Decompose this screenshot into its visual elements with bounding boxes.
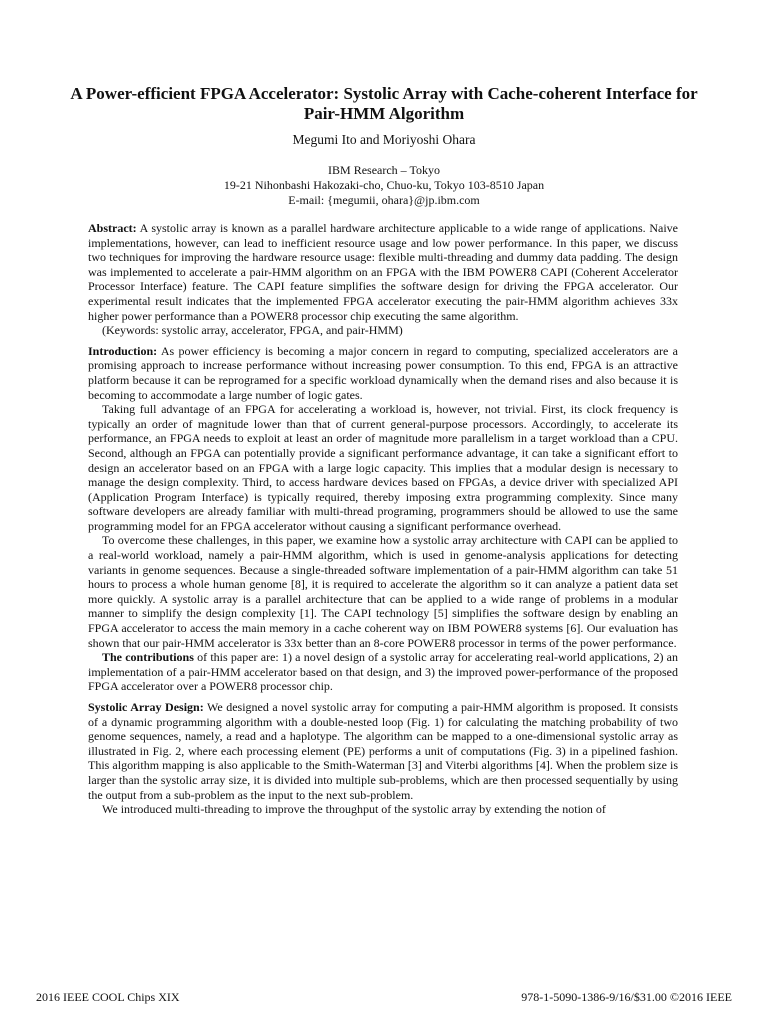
footer-copyright: 978-1-5090-1386-9/16/$31.00 ©2016 IEEE (521, 990, 732, 1004)
paper-title: A Power-efficient FPGA Accelerator: Systolic Array with Cache-coherent Interface for Pair-HMM Algorithm (70, 84, 698, 123)
keywords-line: (Keywords: systolic array, accelerator, FPGA, and pair-HMM) (102, 323, 403, 338)
systolic-text-1: We designed a novel systolic array for computing a pair-HMM algorithm is proposed. It consists of a dynamic programming algorithm with a double-nested loop (Fig. 1) for calculating the matching probability of two genome sequences, namely, a read and a haplotype. The algorithm can be mapped to a one-dimensional systolic array as illustrated in Fig. 2, where each processing element (PE) performs a unit of computations (Fig. 3) in a pipelined fashion. This algorithm mapping is also applicable to the Smith-Waterman [3] and Viterbi algorithms [4]. When the problem size is larger than the systolic array size, it is divided into multiple sub-problems, which are then processed sequentially by using the output from a sub-problem as the input to the next sub-problem. (88, 700, 679, 802)
abstract-text: A systolic array is known as a parallel hardware architecture applicable to a wide range of applications. Naive implementations, however, can lead to inefficient resource usage and low power performance. In this paper, we discuss two techniques for improving the hardware resource usage: flexible multi-threading and dummy data padding. The design was implemented to accelerate a pair-HMM algorithm on an FPGA with the IBM POWER8 CAPI (Coherent Accelerator Processor Interface) feature. The CAPI feature simplifies the software design for driving the FPGA accelerator. Our experimental result indicates that the implemented FPGA accelerator executing the pair-HMM algorithm achieves 33x higher power performance than a POWER8 processor chip executing the same algorithm. (88, 221, 678, 323)
paper-authors: Megumi Ito and Moriyoshi Ohara (292, 132, 476, 147)
systolic-heading: Systolic Array Design: (88, 700, 204, 714)
footer-conference: 2016 IEEE COOL Chips XIX (36, 990, 180, 1004)
systolic-paragraph-2: We introduced multi-threading to improve the throughput of the systolic array by extending the notion of (102, 802, 606, 817)
affiliation-email: E-mail: {megumii, ohara}@jp.ibm.com (288, 193, 480, 207)
contributions-paragraph (88, 650, 678, 694)
affiliation-org: IBM Research – Tokyo (328, 163, 440, 177)
introduction-paragraph-1 (88, 344, 678, 402)
affiliation-address: 19-21 Nihonbashi Hakozaki-cho, Chuo-ku, Tokyo 103-8510 Japan (223, 178, 545, 192)
introduction-text-1: As power efficiency is becoming a major concern in regard to computing, specialized accelerators are a promising approach to increase performance without increasing power consumption. To this end, FPGA is an attractive platform because it can be reprogramed for a specific workload dynamically when the demand rises and also because it is becoming to accommodate a large number of logic gates. (88, 343, 678, 402)
introduction-paragraph-3: To overcome these challenges, in this paper, we examine how a systolic array architecture with CAPI can be applied to a real-world workload, namely a pair-HMM algorithm, which is used in genome-analysis applications for detecting variants in genome sequences. Because a single-threaded software implementation of a pair-HMM algorithm can take 51 hours to process a whole human genome [8], it is required to accelerate the algorithm so it can analyze a patient data set more quickly. A systolic array is a parallel architecture that can be applied to a wide range of problems in a modular manner to simplify the design complexity [1]. The CAPI technology [5] simplifies the software design by enabling an FPGA accelerator to access the main memory in a cache coherent way on IBM POWER8 systems [6]. Our evaluation has shown that our pair-HMM accelerator is 33x better than an 8-core POWER8 processor in terms of the power performance. (88, 533, 678, 650)
systolic-paragraph-1 (88, 700, 678, 802)
contributions-heading: The contributions (102, 650, 194, 665)
abstract-heading: Abstract: (88, 221, 137, 235)
contributions-text: of this paper are: 1) a novel design of a systolic array for accelerating real-world applications, 2) an implementation of a pair-HMM accelerator based on that design, and 3) the improved power-performance of the proposed FPGA accelerator over a POWER8 processor chip. (88, 650, 678, 694)
paper-body (88, 221, 678, 817)
introduction-heading: Introduction: (88, 343, 158, 358)
affiliation-block (60, 163, 708, 208)
abstract-paragraph (88, 221, 678, 323)
introduction-paragraph-2: Taking full advantage of an FPGA for accelerating a workload is, however, not trivial. First, its clock frequency is typically an order of magnitude lower than that of current general-purpose processors. Accordingly, to accelerate its performance, an FPGA needs to exploit at least an order of magnitude more parallelism in a target workload than a CPU. Second, although an FPGA can potentially provide a significant performance advantage, it can take a significant effort to design an accelerator based on an FPGA with a large logic capacity. This implies that a modular design is necessary to manage the design complexity. Third, to access hardware devices based on FPGAs, a device driver with specialized API (Application Program Interface) is typically required, thereby imposing extra programming complexity. Since many software developers are already familiar with multi-thread programing, programmers should be allowed to use the same programming model for an FPGA accelerator without causing a significant performance overhead. (88, 402, 678, 533)
